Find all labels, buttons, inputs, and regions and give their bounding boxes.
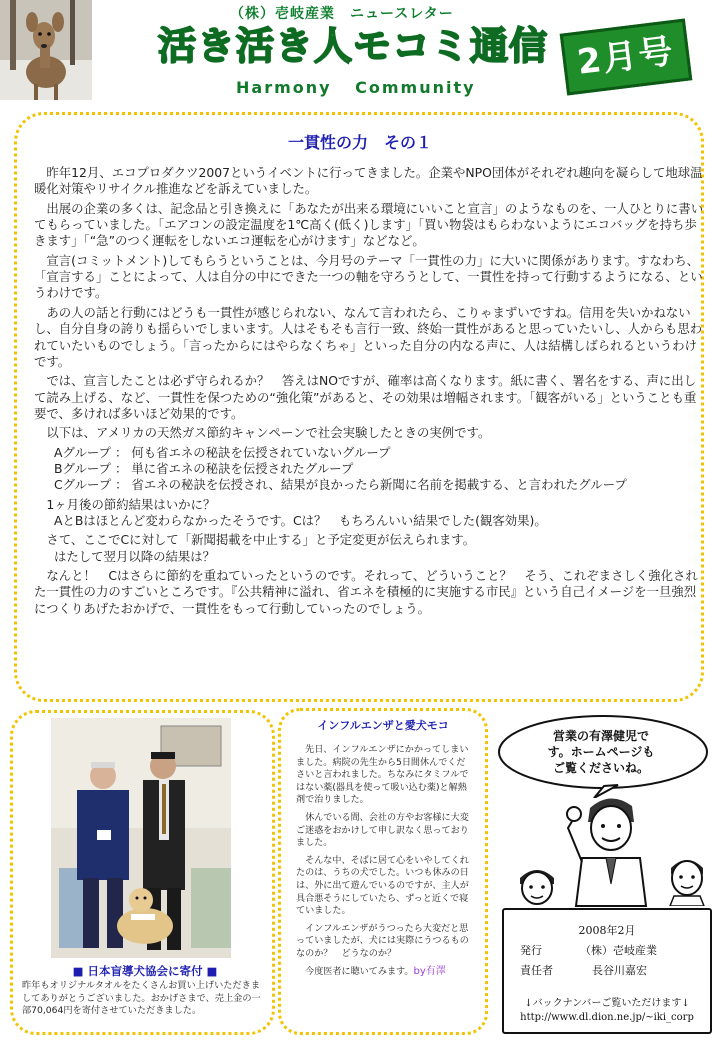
result-question: 1ヶ月後の節約結果はいかに？ [46, 496, 216, 512]
change-announcement: さて、ここでCに対して「新聞掲載を中止する」と予定変更が伝えられます。 [46, 532, 476, 548]
donation-image [51, 718, 231, 958]
staff-cartoon-right [664, 852, 710, 906]
change-question: はたして翌月以降の結果は？ [54, 548, 216, 564]
article-body [34, 165, 704, 620]
bubble-line: ご覧くださいね。 [552, 761, 649, 775]
speech-bubble-text [510, 728, 692, 776]
column-signature: by有澤 [413, 965, 446, 977]
colophon [502, 908, 712, 1034]
issue-date: 2008年2月 [578, 924, 636, 937]
publisher-label: 発行 [520, 944, 542, 957]
group-item: Bグループ ： 単に省エネの秘訣を伝授されたグループ [54, 461, 354, 477]
column-paragraph: 休んでいる間、会社の方やお客様に大変ご迷惑をおかけして申し訳なく思っておりました。 [296, 812, 469, 849]
responsible-line [520, 962, 720, 978]
publisher-line [520, 942, 720, 958]
salesman-cartoon [560, 788, 660, 908]
article-paragraph: 出展の企業の多くは、記念品と引き換えに「あなたが出来る環境にいいこと宣言」のようなものを、一人ひとりに書いてもらっていました。「エアコンの設定温度を1℃高く(低く)します」「買い物袋はもらわないようにエコバッグを持ち歩きます」「“急”のつく運転をしないエコ運転を心がけます」などなど。 [34, 200, 704, 249]
backnumber-note: ↓バックナンバーご覧いただけます↓ [524, 998, 690, 1009]
column-closing-text: 今度医者に聴いてみます。 [305, 966, 414, 977]
bubble-line: す。ホームページも [547, 745, 655, 759]
deer-photo [0, 0, 92, 100]
staff-cartoon-left [512, 862, 562, 908]
column-body [296, 744, 474, 983]
donation-photo [51, 718, 231, 958]
bubble-line: 営業の有澤健児で [552, 729, 649, 743]
responsible-label: 責任者 [520, 964, 553, 977]
group-item: Aグループ ： 何も省エネの秘訣を伝授されていないグループ [54, 444, 391, 460]
column-title: インフルエンザと愛犬モコ [317, 719, 449, 732]
article-paragraph: 昨年12月、エコプロダクツ2007というイベントに行ってきました。企業やNPO団体がそれぞれ趣向を凝らして地球温暖化対策やリサイクル推進などを訴えていました。 [34, 165, 703, 197]
group-item: Cグループ ： 省エネの秘訣を伝授され、結果が良かったら新聞に名前を掲載する、と言われたグループ [54, 477, 627, 493]
donation-caption-title: ■ 日本盲導犬協会に寄付 ■ [72, 964, 218, 978]
newsletter-english-title: Harmony Community [236, 78, 476, 97]
issue-badge: 2月号 [560, 19, 693, 96]
column-paragraph: インフルエンザがうつったら大変だと思っていましたが、犬には実際にうつるものなのか？ どうなのか？ [296, 923, 469, 959]
article-title: 一貫性の力 その１ [287, 133, 432, 152]
deer-image [0, 0, 92, 100]
column-closing [296, 966, 474, 979]
article-conclusion: なんと！ Cはさらに節約を重ねていったというのです。それって、どういうこと？ そう、これぞまさしく強化された一貫性の力のすごいところです。『公共精神に溢れ、省エネを積極的に実施する市民』という自己イメージを一旦強烈につくりあげたおかげで、一貫性をもって行動していったのでしょう。 [34, 567, 698, 616]
column-paragraph: 先日、インフルエンザにかかってしまいました。病院の先生から5日間休んでくださいと言われました。ちなみにタミフルではない薬(器具を使って吸い込む薬)と解熱剤で治りました。 [296, 745, 469, 806]
publisher-name: （株）壱岐産業 [580, 944, 657, 957]
result-answer: AとBはほとんど変わらなかったそうです。Cは？ もちろんいい結果でした(観客効果)。 [54, 513, 547, 529]
newsletter-subtitle: （株）壱岐産業 ニュースレター [230, 6, 454, 22]
article-paragraph: 以下は、アメリカの天然ガス節約キャンペーンで社会実験したときの実例です。 [46, 425, 491, 441]
column-paragraph: そんな中、そばに居て心をいやしてくれたのは、うちの犬でした。いつも休みの日は、外に出て遊んでいるのですが、主人が具合悪そうにしていたら、ずっと近くで寝ていました。 [296, 855, 469, 917]
responsible-name: 長谷川嘉宏 [592, 964, 647, 977]
donation-caption-body: 昨年もオリジナルタオルをたくさんお買い上げいただきましてありがとうございました。おかげさまで、売上金の一部70,064円を寄付させていただきました。 [22, 980, 261, 1016]
newsletter-title: 活き活き人モコミ通信 [158, 24, 549, 68]
article-paragraph: では、宣言したことは必ず守られるか？ 答えはNOですが、確率は高くなります。紙に書く、署名をする、声に出して読み上げる、など、一貫性を保つための“強化策”があると、その効果は増幅されます。「観客がいる」ということも重要で、多ければ多いほど効果的です。 [34, 373, 697, 421]
article-paragraph: 宣言(コミットメント)してもらうということは、今月号のテーマ「一貫性の力」に大いに関係があります。すなわち、「宣言する」ことによって、人は自分の中にできた一つの軸を守ろうとして、一貫性を持って行動するようになる、というわけです。 [34, 252, 703, 301]
article-paragraph: あの人の話と行動にはどうも一貫性が感じられない、なんて言われたら、こりゃまずいですね。信用を失いかねないし、自分自身の誇りも揺らいでしまいます。人はそもそも言行一致、終始一貫性があると思っていたいし、人からも思われていたいものでしょう。「言ったからにはやらなくちゃ」といった自分の内なる声に、人は結構しばられるというわけです。 [34, 304, 703, 369]
homepage-link[interactable]: http://www.dl.dion.ne.jp/~iki_corp [520, 1012, 694, 1023]
